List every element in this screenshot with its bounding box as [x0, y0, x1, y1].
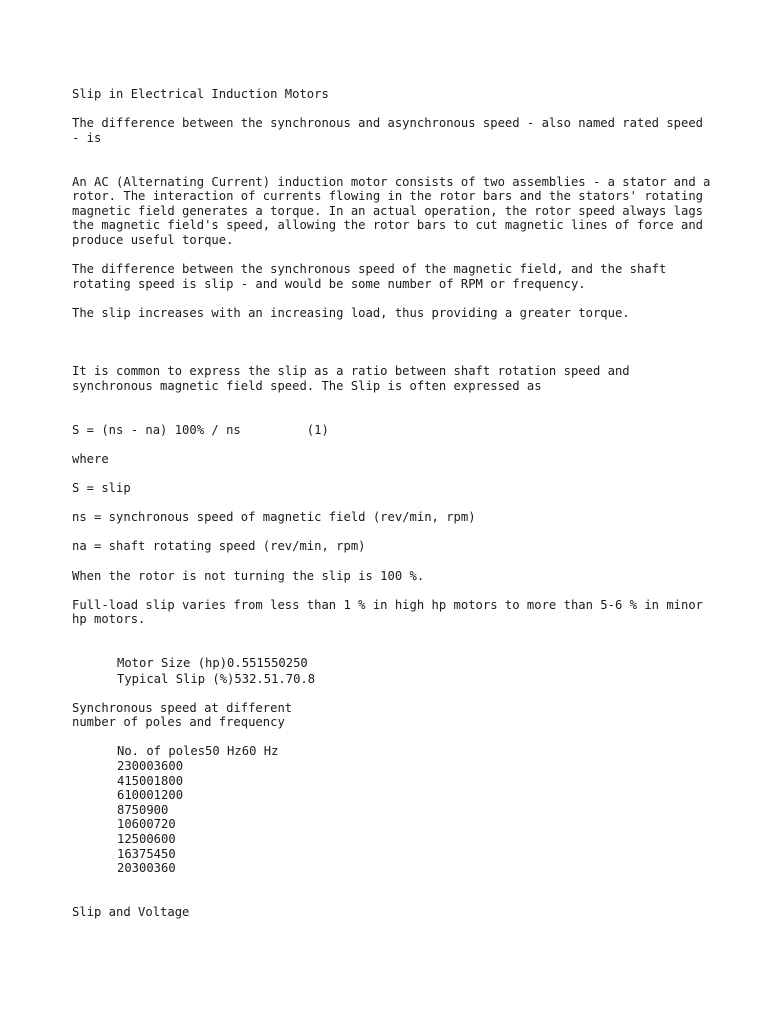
- document-page: [72, 87, 718, 920]
- definition-ns: ns = synchronous speed of magnetic field (rev/min, rpm): [72, 510, 476, 525]
- sync-speed-heading-line-2: number of poles and frequency: [72, 715, 285, 730]
- sync-table-row: 12500600: [117, 832, 176, 847]
- sync-table-row: 230003600: [117, 759, 184, 774]
- sync-speed-heading-line-1: Synchronous speed at different: [72, 700, 293, 715]
- slip-table: [72, 656, 712, 687]
- paragraph-slip-load: The slip increases with an increasing load, thus providing a greater torque.: [72, 305, 630, 320]
- paragraph-slip-ratio: It is common to express the slip as a ratio between shaft rotation speed and synchronous magnetic field speed. The Slip is often expressed as: [72, 364, 637, 393]
- sync-table-row: 415001800: [117, 773, 184, 788]
- section-heading-slip-voltage: Slip and Voltage: [72, 904, 190, 919]
- definition-s: S = slip: [72, 481, 131, 496]
- sync-table-row: 16375450: [117, 846, 176, 861]
- slip-table-row: Motor Size (hp)0.551550250: [117, 655, 308, 670]
- paragraph-rotor-still: When the rotor is not turning the slip is 100 %.: [72, 568, 425, 583]
- sync-table-row: 20300360: [117, 861, 176, 876]
- sync-table-row: 8750900: [117, 802, 169, 817]
- where-label: where: [72, 451, 109, 466]
- sync-speed-table: [72, 744, 712, 875]
- document-title: Slip in Electrical Induction Motors: [72, 87, 329, 101]
- definition-na: na = shaft rotating speed (rev/min, rpm): [72, 539, 366, 554]
- paragraph-motor-assemblies: An AC (Alternating Current) induction motor consists of two assemblies - a stator and a rotor. The interaction of currents flowing in the rotor bars and the stators' rotating magnetic field generates a torque. In an actual operation, the rotor speed always lags the magnetic field's speed, allowing the rotor bars to cut magnetic lines of force and produce useful torque.: [72, 174, 718, 247]
- sync-table-row: 10600720: [117, 817, 176, 832]
- paragraph-slip-definition: The difference between the synchronous speed of the magnetic field, and the shaft rotating speed is slip - and would be some number of RPM or frequency.: [72, 262, 674, 291]
- paragraph-rated-speed: The difference between the synchronous and asynchronous speed - also named rated speed - is: [72, 116, 711, 145]
- slip-table-row: Typical Slip (%)532.51.70.8: [117, 672, 316, 687]
- paragraph-full-load-slip: Full-load slip varies from less than 1 % in high hp motors to more than 5-6 % in minor hp motors.: [72, 597, 711, 627]
- slip-equation: S = (ns - na) 100% / ns (1): [72, 422, 329, 437]
- sync-table-header: No. of poles50 Hz60 Hz: [117, 744, 279, 759]
- sync-table-row: 610001200: [117, 788, 184, 803]
